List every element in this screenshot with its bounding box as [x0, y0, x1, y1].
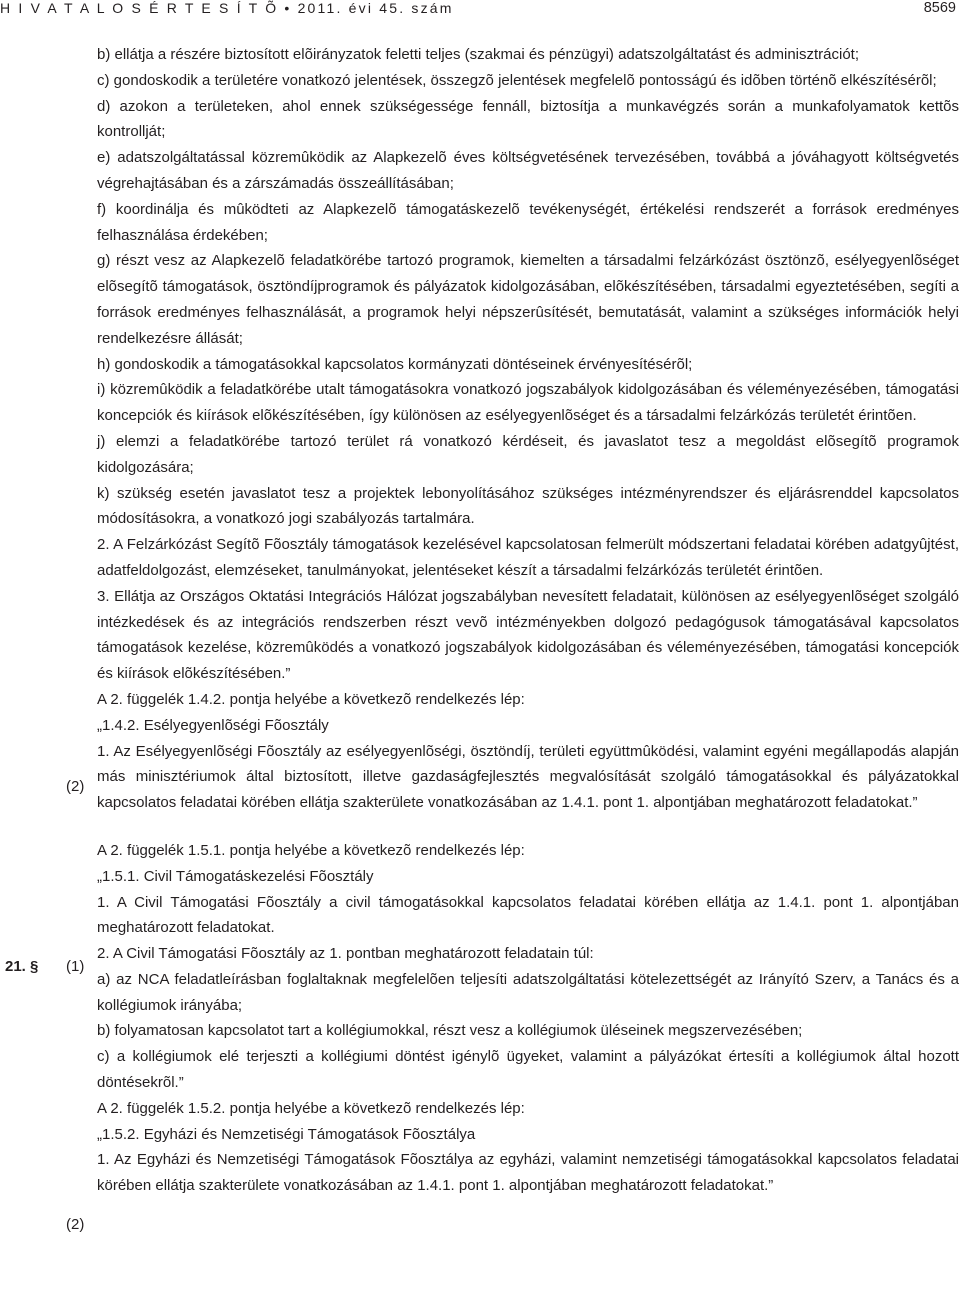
s21-2-intro: A 2. függelék 1.5.2. pontja helyébe a következõ rendelkezés lép:	[97, 1099, 525, 1117]
s21-2-item-1: 1. Az Egyházi és Nemzetiségi Támogatások Fõosztálya az egyházi, valamint nemzetiségi támogatásokkal kapcsolatos feladatai körében ellátja szakterülete vonatkozásában az 1.4.1. pont 1. alpontjában meghatározott feladatokat.”	[97, 1151, 959, 1195]
page-header	[0, 0, 958, 22]
subsection-number: (1)	[66, 958, 85, 975]
paragraph-3: 3. Ellátja az Országos Oktatási Integrációs Hálózat jogszabályban nevesített feladatait, különösen az esélyegyenlõséget szolgáló intézkedések és az integrációs rendszerben részt vevõ intézményekben dolgozó pedagógusok támogatásával kapcsolatos támogatások kezelése, közremûködés a vonatkozó jogszabályok kidolgozásában és véleményezésében, támogatási koncepciók és kiírások elõkészítésében.”	[97, 587, 959, 683]
s21-1-item-c: c) a kollégiumok elé terjeszti a kollégiumi döntést igénylõ ügyeket, valamint a pályázókat értesíti a kollégiumok által hozott döntésekrõl.”	[97, 1048, 959, 1092]
s21-1-item-2: 2. A Civil Támogatási Fõosztály az 1. pontban meghatározott feladatain túl:	[97, 945, 594, 963]
s21-1-intro: A 2. függelék 1.5.1. pontja helyébe a következõ rendelkezés lép:	[97, 841, 525, 859]
list-item-j: j) elemzi a feladatkörébe tartozó terület rá vonatkozó kérdéseit, és javaslatot tesz a megoldást elõsegítõ programok kidolgozására;	[97, 432, 959, 476]
block2-text: 1. Az Esélyegyenlõségi Fõosztály az esélyegyenlõségi, ösztöndíj, területi együttmûködési, valamint egyéni megállapodás alapján más minisztériumok által biztosított, illetve gazdaságfejlesztés megvalósítását szolgáló támogatásokkal és pályázatokkal kapcsolatos feladatai körében ellátja szakterülete vonatkozásában az 1.4.1. pont 1. alpontjában meghatározott feladatokat.”	[97, 742, 959, 812]
block2-heading: „1.4.2. Esélyegyenlõségi Fõosztály	[97, 716, 329, 734]
list-item-d: d) azokon a területeken, ahol ennek szükségessége fennáll, biztosítja a munkavégzés során a munkafolyamatok kettõs kontrollját;	[97, 97, 959, 141]
s21-1-item-a: a) az NCA feladatleírásban foglaltaknak megfelelõen teljesíti adatszolgáltatási kötelezettségét az Irányító Szerv, a Tanács és a kollégiumok irányába;	[97, 970, 959, 1014]
list-item-e: e) adatszolgáltatással közremûködik az Alapkezelõ éves költségvetésének tervezésében, továbbá a jóváhagyott költségvetés végrehajtásában és a zárszámadás összeállításában;	[97, 149, 959, 192]
s21-2-heading: „1.5.2. Egyházi és Nemzetiségi Támogatások Fõosztálya	[97, 1125, 476, 1143]
journal-title: H I V A T A L O S É R T E S Í T Õ • 2011. évi 45. szám	[0, 0, 454, 16]
s21-1-item-b: b) folyamatosan kapcsolatot tart a kollégiumokkal, részt vesz a kollégiumok üléseinek megszervezésében;	[97, 1022, 803, 1040]
s21-1-heading: „1.5.1. Civil Támogatáskezelési Fõosztály	[97, 867, 374, 885]
paragraph-2: 2. A Felzárkózást Segítõ Fõosztály támogatások kezelésével kapcsolatosan felmerült módszertani feladatai körében adatgyûjtést, adatfeldolgozást, elemzéseket, tanulmányokat, jelentéseket készít a társadalmi felzárkózás területét érintõen.	[97, 536, 959, 579]
list-item-k: k) szükség esetén javaslatot tesz a projektek lebonyolításához szükséges intézményrendszer és eljárásrenddel kapcsolatos módosításokra, a vonatkozó jogi szabályozás tartalmára.	[97, 484, 959, 528]
document-body	[97, 42, 959, 1199]
list-item-b: b) ellátja a részére biztosított elõirányzatok feletti teljes (szakmai és pénzügyi) adatszolgáltatást és adminisztrációt;	[97, 46, 860, 63]
page-number: 8569	[923, 0, 956, 16]
list-item-i: i) közremûködik a feladatkörébe utalt támogatásokra vonatkozó jogszabályok kidolgozásában és véleményezésében, támogatási koncepciók és kiírások elõkészítésében, így különösen az esélyegyenlõséget és a társadalmi felzárkózás területét érintõen.	[97, 381, 959, 425]
list-item-c: c) gondoskodik a területére vonatkozó jelentések, összegzõ jelentések megfelelõ pontosságú és idõben történõ elkészítésérõl;	[97, 71, 937, 89]
subsection-number: (2)	[66, 1216, 85, 1233]
subsection-number: (2)	[66, 778, 85, 795]
list-item-g: g) részt vesz az Alapkezelõ feladatkörébe tartozó programok, kiemelten a társadalmi felzárkózást ösztönzõ, esélyegyenlõséget elõsegítõ támogatások, ösztöndíjprogramok és pályázatok kidolgozásában, elõkészítésében, társadalmi egyeztetésében, segíti a források eredményes felhasználását, a programok helyi népszerûsítését, bemutatását, valamint a szükséges információk helyi rendelkezésre állását;	[97, 252, 959, 347]
list-item-h: h) gondoskodik a támogatásokkal kapcsolatos kormányzati döntéseinek érvényesítésérõl;	[97, 355, 693, 373]
section-label: 21. §	[5, 958, 39, 975]
list-item-f: f) koordinálja és mûködteti az Alapkezelõ támogatáskezelõ tevékenységét, értékelési rendszerét a források eredményes felhasználása érdekében;	[97, 200, 959, 244]
s21-1-item-1: 1. A Civil Támogatási Fõosztály a civil támogatásokkal kapcsolatos feladatai körében ellátja az 1.4.1. pont 1. alpontjában meghatározott feladatokat.	[97, 893, 959, 937]
block2-intro: A 2. függelék 1.4.2. pontja helyébe a következõ rendelkezés lép:	[97, 690, 525, 708]
